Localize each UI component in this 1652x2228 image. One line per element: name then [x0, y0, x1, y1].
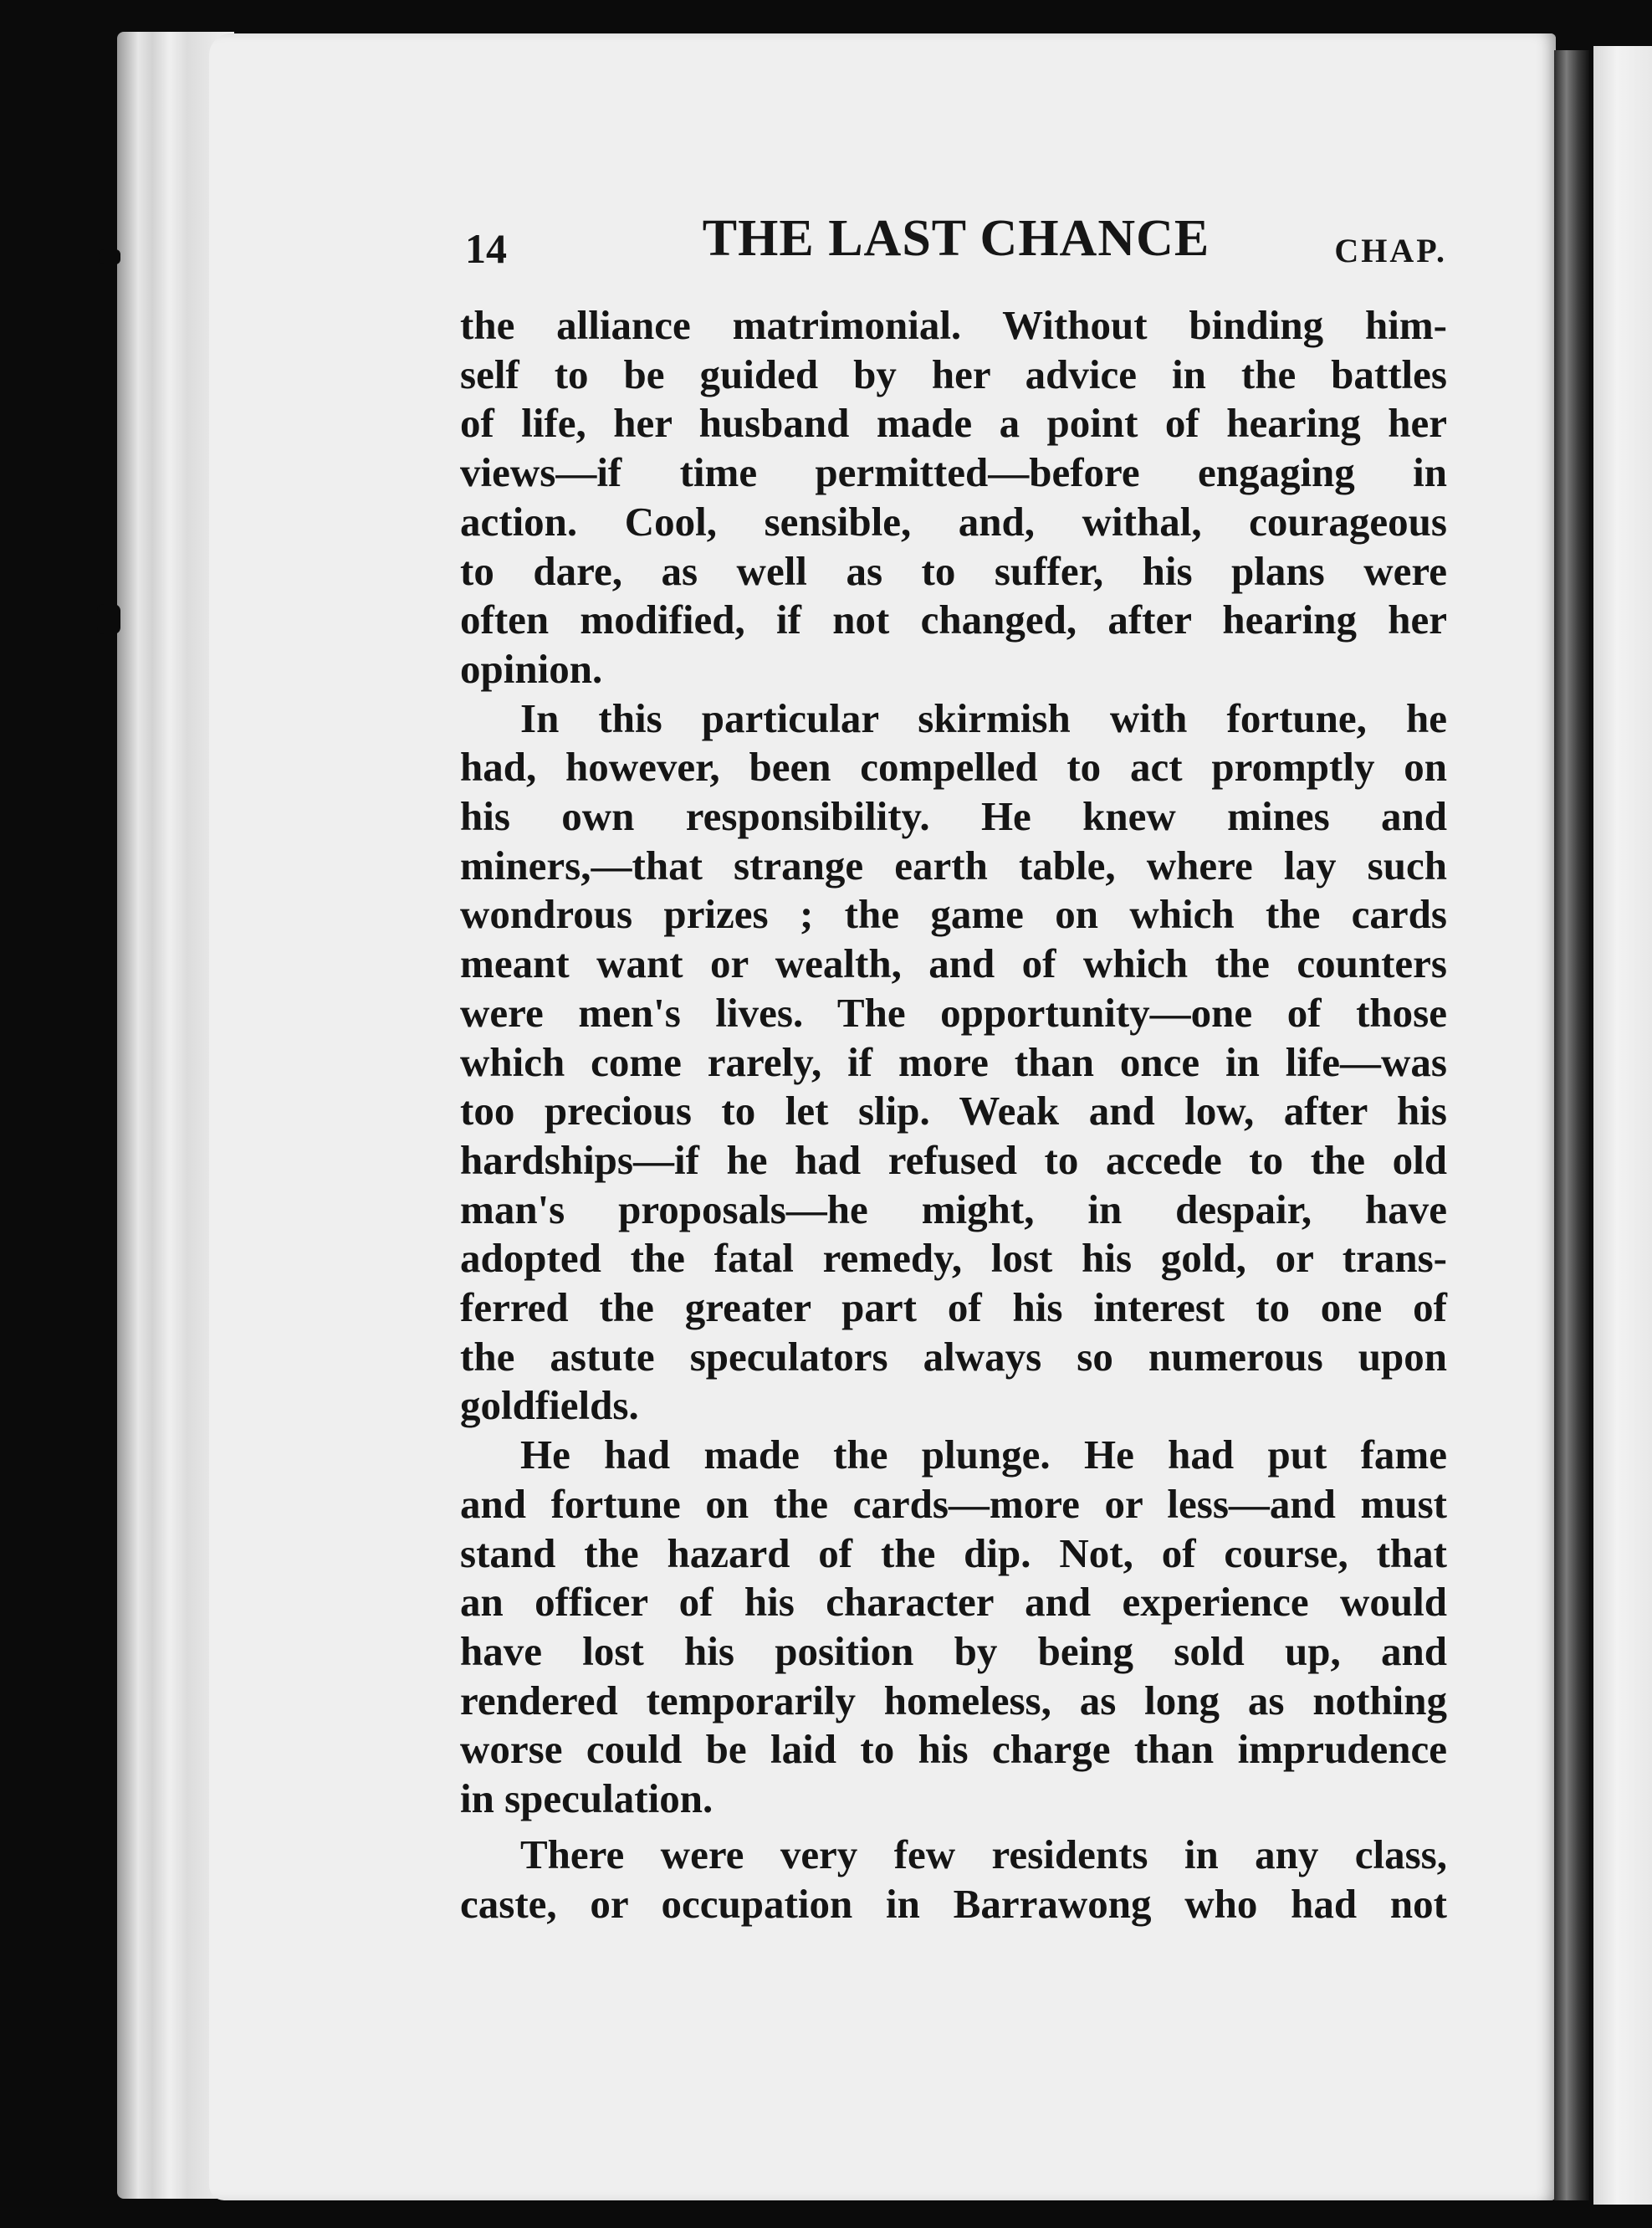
paragraph	[460, 1831, 1447, 1928]
text-line: rendered temporarily homeless, as long as nothing	[460, 1677, 1447, 1723]
text-line: action. Cool, sensible, and, withal, courageous	[460, 498, 1447, 545]
text-line: were men's lives. The opportunity—one of those	[460, 989, 1447, 1036]
text-line: opinion.	[460, 645, 603, 692]
body-text	[460, 301, 1447, 1928]
text-line: to dare, as well as to suffer, his plans were	[460, 547, 1447, 594]
text-line: have lost his position by being sold up, and	[460, 1627, 1447, 1674]
margin-speck	[97, 604, 120, 634]
paragraph	[460, 694, 1447, 1432]
text-line: in speculation.	[460, 1775, 713, 1822]
text-line: of life, her husband made a point of hearing her	[460, 400, 1447, 447]
running-header	[465, 209, 1447, 284]
text-line: his own responsibility. He knew mines and	[460, 793, 1447, 840]
text-line: and fortune on the cards—more or less—and must	[460, 1480, 1447, 1527]
text-line: goldfields.	[460, 1382, 639, 1429]
text-line: too precious to let slip. Weak and low, after his	[460, 1088, 1447, 1134]
page-number: 14	[465, 225, 507, 272]
text-line: caste, or occupation in Barrawong who had not	[460, 1880, 1447, 1927]
text-line: hardships—if he had refused to accede to the old	[460, 1136, 1447, 1183]
text-line: He had made the plunge. He had put fame	[520, 1432, 1447, 1478]
text-line: the astute speculators always so numerous upon	[460, 1333, 1447, 1380]
page-binding-shadow	[1554, 50, 1589, 2200]
text-line: wondrous prizes ; the game on which the cards	[460, 891, 1447, 938]
text-line: stand the hazard of the dip. Not, of course, that	[460, 1529, 1447, 1576]
text-line: an officer of his character and experience would	[460, 1579, 1447, 1626]
text-line: self to be guided by her advice in the battles	[460, 351, 1447, 397]
text-line: ferred the greater part of his interest to one of	[460, 1284, 1447, 1331]
chapter-label: CHAP.	[1334, 232, 1447, 269]
text-line: man's proposals—he might, in despair, have	[460, 1186, 1447, 1232]
running-title: THE LAST CHANCE	[702, 210, 1210, 267]
text-line: the alliance matrimonial. Without binding him-	[460, 302, 1447, 348]
text-line: worse could be laid to his charge than imprudence	[460, 1726, 1447, 1773]
text-line: adopted the fatal remedy, lost his gold, or trans-	[460, 1235, 1447, 1282]
paragraph	[460, 1431, 1447, 1824]
text-line: meant want or wealth, and of which the counters	[460, 940, 1447, 987]
margin-speck	[99, 249, 120, 264]
text-line: miners,—that strange earth table, where lay such	[460, 842, 1447, 889]
text-line: There were very few residents in any class,	[520, 1831, 1447, 1877]
text-line: views—if time permitted—before engaging in	[460, 449, 1447, 496]
text-line: often modified, if not changed, after hearing her	[460, 597, 1447, 643]
paragraph	[460, 301, 1447, 694]
text-line: had, however, been compelled to act promptly on	[460, 744, 1447, 791]
adjacent-page-edge	[1593, 46, 1652, 2205]
text-line: which come rarely, if more than once in life—was	[460, 1038, 1447, 1085]
text-line: In this particular skirmish with fortune, he	[520, 694, 1447, 741]
